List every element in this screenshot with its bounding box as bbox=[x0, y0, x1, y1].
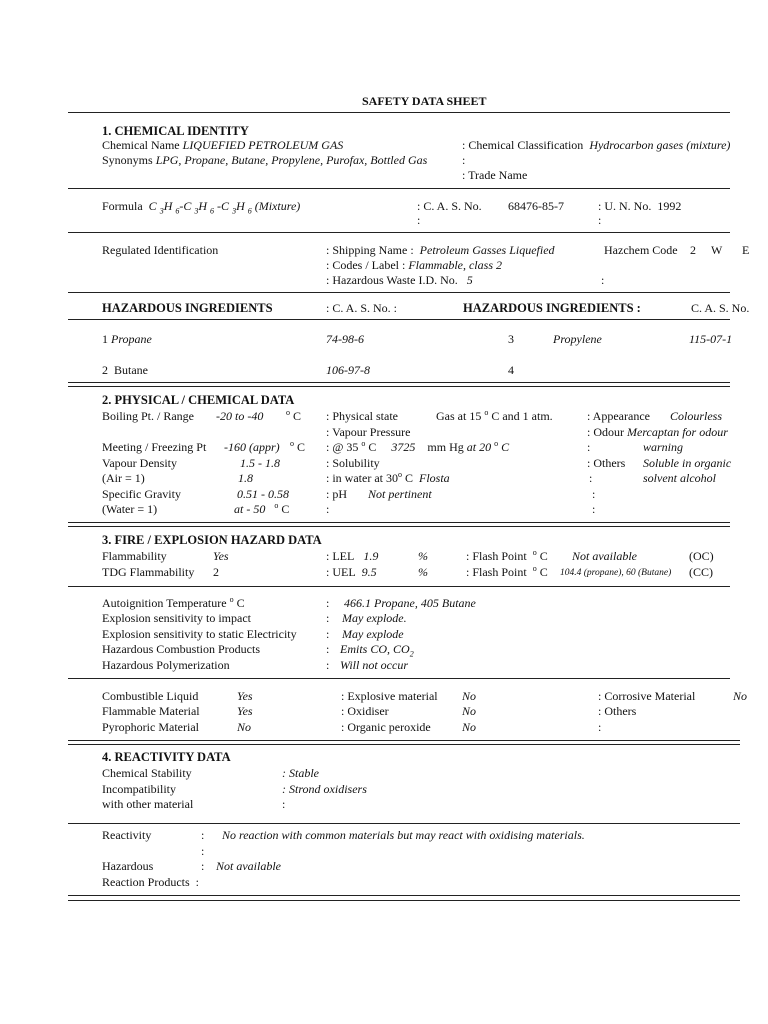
others-label: : Others bbox=[598, 704, 637, 718]
air-label: (Air = 1) bbox=[102, 471, 145, 485]
ingredient-cas: 106-97-8 bbox=[326, 363, 370, 377]
uel-field bbox=[326, 565, 377, 579]
ph-label: : pH bbox=[326, 487, 347, 501]
formula-field bbox=[102, 199, 301, 216]
synonyms-colon: : bbox=[462, 153, 466, 167]
ingredient-name: Butane bbox=[114, 363, 148, 377]
flammable-material-label: Flammable Material bbox=[102, 704, 200, 718]
static-value: May explode bbox=[342, 627, 404, 641]
waste-colon: : bbox=[601, 273, 605, 287]
hazchem-value-w: W bbox=[711, 243, 723, 257]
synonyms-value: LPG, Propane, Butane, Propylene, Purofax, Bottled Gas bbox=[155, 153, 428, 167]
ingredient-name: Propylene bbox=[553, 332, 602, 346]
tdg-value: 2 bbox=[213, 565, 219, 579]
flammable-material-value: Yes bbox=[237, 704, 253, 718]
pyrophoric-value: No bbox=[237, 720, 252, 734]
codes-label: : Codes / Label : bbox=[326, 258, 406, 272]
others-value: Soluble in organic bbox=[643, 456, 732, 470]
colon: : bbox=[201, 828, 205, 842]
oxidiser-label: : Oxidiser bbox=[341, 704, 389, 718]
synonyms-field bbox=[102, 153, 427, 167]
trade-name-label: : Trade Name bbox=[462, 168, 528, 182]
cc-label: (CC) bbox=[689, 565, 713, 579]
melting-unit: $^o$ C bbox=[290, 439, 306, 454]
colon: : bbox=[326, 642, 330, 656]
divider bbox=[68, 823, 740, 824]
water-label: (Water = 1) bbox=[102, 502, 158, 516]
ingredient-cas: 115-07-1 bbox=[689, 332, 733, 346]
divider bbox=[68, 522, 730, 523]
uel-unit: % bbox=[418, 565, 428, 579]
stability-value: : Stable bbox=[282, 766, 319, 780]
boiling-unit: $^o$ C bbox=[286, 408, 302, 423]
shipping-field bbox=[326, 243, 555, 257]
uel-label: : UEL bbox=[326, 565, 356, 579]
flammability-label: Flammability bbox=[102, 549, 167, 563]
air-value: 1.8 bbox=[238, 471, 253, 485]
cas-value: 68476-85-7 bbox=[508, 199, 564, 213]
ph-field bbox=[326, 487, 432, 501]
un-colon: : bbox=[598, 213, 602, 227]
classification-label: : Chemical Classification bbox=[462, 138, 584, 152]
uel-value: 9.5 bbox=[361, 565, 377, 579]
ingredient-number: 4 bbox=[508, 363, 514, 377]
codes-field bbox=[326, 258, 502, 272]
ingredients-cas-heading-right: C. A. S. No. bbox=[691, 301, 750, 315]
ingredient-number: 3 bbox=[508, 332, 514, 346]
hazchem-value-e: E bbox=[742, 243, 750, 257]
oxidiser-value: No bbox=[462, 704, 477, 718]
explosive-label: : Explosive material bbox=[341, 689, 438, 703]
flash-point-label: : Flash Point $^o$ C bbox=[466, 548, 548, 563]
divider bbox=[68, 678, 730, 679]
others-label: : Others bbox=[587, 456, 626, 470]
odour-value: Mercaptan for odour bbox=[627, 425, 728, 439]
un-label: : U. N. No. bbox=[598, 199, 652, 213]
autoignition-label: Autoignition Temperature $^o$ C bbox=[102, 595, 245, 610]
others-colon: : bbox=[589, 471, 593, 485]
formula-value: C $_3$H $_6$-C $_3$H $_6$ -C $_3$H $_6$ (Mixture) bbox=[148, 199, 301, 216]
ingredient-name: Propane bbox=[111, 332, 152, 346]
colon: : bbox=[195, 875, 199, 889]
odour-field bbox=[587, 425, 728, 439]
corrosive-label: : Corrosive Material bbox=[598, 689, 696, 703]
lel-unit: % bbox=[418, 549, 428, 563]
divider bbox=[68, 744, 740, 745]
tdg-label: TDG Flammability bbox=[102, 565, 195, 579]
colon: : bbox=[326, 502, 330, 516]
colon: : bbox=[326, 611, 330, 625]
colon: : bbox=[201, 844, 205, 858]
impact-label: Explosion sensitivity to impact bbox=[102, 611, 251, 625]
combustible-liquid-value: Yes bbox=[237, 689, 253, 703]
shipping-label: : Shipping Name : bbox=[326, 243, 414, 257]
waste-label: : Hazardous Waste I.D. No. bbox=[326, 273, 458, 287]
hazchem-value-2: 2 bbox=[690, 243, 696, 257]
colon: : bbox=[326, 596, 330, 610]
divider bbox=[68, 740, 740, 741]
hazchem-label: Hazchem Code bbox=[604, 243, 678, 257]
shipping-value: Petroleum Gasses Liquefied bbox=[419, 243, 555, 257]
combustion-value: Emits CO, $CO_2$ bbox=[340, 642, 414, 659]
colon: : bbox=[592, 487, 596, 501]
pyrophoric-label: Pyrophoric Material bbox=[102, 720, 199, 734]
flash-point-label: : Flash Point $^o$ C bbox=[466, 564, 548, 579]
colon: : bbox=[326, 627, 330, 641]
reaction-products-label: Reaction Products bbox=[102, 875, 190, 889]
chemical-name-field bbox=[102, 138, 343, 152]
water-solubility: : in water at 30$^o$ C Flosta bbox=[326, 470, 450, 485]
combustion-label: Hazardous Combustion Products bbox=[102, 642, 260, 656]
reactivity-label: Reactivity bbox=[102, 828, 152, 842]
colon: : bbox=[592, 502, 596, 516]
peroxide-value: No bbox=[462, 720, 477, 734]
odour-label: : Odour bbox=[587, 425, 624, 439]
vapour-pressure-value: : @ 35 $^o$ C 3725 mm Hg at 20 $^o$ C bbox=[326, 439, 510, 454]
formula-label: Formula bbox=[102, 199, 143, 213]
divider bbox=[68, 188, 730, 189]
melting-value: -160 (appr) bbox=[224, 440, 280, 454]
divider bbox=[68, 292, 730, 293]
autoignition-value: 466.1 Propane, 405 Butane bbox=[344, 596, 476, 610]
odour-colon: : bbox=[587, 440, 591, 454]
appearance-value: Colourless bbox=[670, 409, 723, 423]
divider bbox=[68, 386, 730, 387]
explosive-value: No bbox=[462, 689, 477, 703]
specific-gravity-value: 0.51 - 0.58 bbox=[237, 487, 289, 501]
lel-label: : LEL bbox=[326, 549, 355, 563]
corrosive-value: No bbox=[733, 689, 748, 703]
divider bbox=[68, 382, 730, 383]
divider bbox=[68, 900, 740, 901]
cas-colon: : bbox=[417, 213, 421, 227]
vapour-density-label: Vapour Density bbox=[102, 456, 177, 470]
water-temperature: at - 50 $^o$ C bbox=[234, 501, 290, 516]
combustible-liquid-label: Combustible Liquid bbox=[102, 689, 199, 703]
hazardous-label: Hazardous bbox=[102, 859, 154, 873]
physical-state-value: Gas at 15 $^o$ C and 1 atm. bbox=[436, 408, 553, 423]
solubility-label: : Solubility bbox=[326, 456, 380, 470]
peroxide-label: : Organic peroxide bbox=[341, 720, 431, 734]
ingredients-heading-right: HAZARDOUS INGREDIENTS : bbox=[463, 301, 641, 315]
codes-value: Flammable, class 2 bbox=[408, 258, 502, 272]
section-3-heading: 3. FIRE / EXPLOSION HAZARD DATA bbox=[102, 533, 322, 547]
colon: : bbox=[326, 658, 330, 672]
cas-label: : C. A. S. No. bbox=[417, 199, 482, 213]
section-1-heading: 1. CHEMICAL IDENTITY bbox=[102, 124, 249, 138]
divider bbox=[68, 895, 740, 896]
lel-value: 1.9 bbox=[363, 549, 379, 563]
melting-label: Meeting / Freezing Pt bbox=[102, 440, 207, 454]
document-title: SAFETY DATA SHEET bbox=[362, 94, 487, 108]
un-field bbox=[598, 199, 681, 213]
boiling-value: -20 to -40 bbox=[216, 409, 264, 423]
chemical-name-label: Chemical Name bbox=[102, 138, 180, 152]
reactivity-value: No reaction with common materials but may react with oxidising materials. bbox=[222, 828, 585, 842]
ingredient-number: 2 bbox=[102, 363, 108, 377]
flash-point-open-cup: Not available bbox=[572, 549, 637, 563]
odour-warning: warning bbox=[643, 440, 684, 454]
physical-state-label: : Physical state bbox=[326, 409, 398, 423]
colon: : bbox=[201, 859, 205, 873]
divider bbox=[68, 586, 730, 587]
section-2-heading: 2. PHYSICAL / CHEMICAL DATA bbox=[102, 393, 295, 407]
colon: : bbox=[282, 797, 286, 811]
classification-value: Hydrocarbon gases (mixture) bbox=[589, 138, 731, 152]
classification-field bbox=[462, 138, 730, 152]
stability-label: Chemical Stability bbox=[102, 766, 192, 780]
static-label: Explosion sensitivity to static Electricity bbox=[102, 627, 297, 641]
divider bbox=[68, 232, 730, 233]
ingredient-cas: 74-98-6 bbox=[326, 332, 364, 346]
ingredients-heading-left: HAZARDOUS INGREDIENTS bbox=[102, 301, 273, 315]
divider bbox=[68, 112, 730, 113]
ingredient-row bbox=[102, 332, 152, 346]
appearance-label: : Appearance bbox=[587, 409, 650, 423]
lel-field bbox=[326, 549, 378, 563]
polymerization-label: Hazardous Polymerization bbox=[102, 658, 230, 672]
colon: : bbox=[598, 720, 602, 734]
boiling-label: Boiling Pt. / Range bbox=[102, 409, 195, 423]
waste-field bbox=[326, 273, 473, 287]
incompatibility-label: Incompatibility bbox=[102, 782, 176, 796]
incompatibility-value: : Strond oxidisers bbox=[282, 782, 367, 796]
vapour-pressure-label: : Vapour Pressure bbox=[326, 425, 411, 439]
others-solvent: solvent alcohol bbox=[643, 471, 716, 485]
regulated-id-label: Regulated Identification bbox=[102, 243, 219, 257]
chemical-name-value: LIQUEFIED PETROLEUM GAS bbox=[182, 138, 344, 152]
flash-point-closed-cup: 104.4 (propane), 60 (Butane) bbox=[560, 568, 672, 578]
divider bbox=[68, 526, 730, 527]
specific-gravity-label: Specific Gravity bbox=[102, 487, 181, 501]
synonyms-label: Synonyms bbox=[102, 153, 153, 167]
ph-value: Not pertinent bbox=[368, 487, 432, 501]
flammability-value: Yes bbox=[213, 549, 229, 563]
hazardous-value: Not available bbox=[216, 859, 281, 873]
divider bbox=[68, 319, 730, 320]
ingredient-row bbox=[102, 363, 148, 377]
polymerization-value: Will not occur bbox=[340, 658, 408, 672]
reaction-products-field bbox=[102, 875, 199, 889]
impact-value: May explode. bbox=[342, 611, 407, 625]
waste-value: 5 bbox=[466, 273, 473, 287]
vapour-density-value: 1.5 - 1.8 bbox=[240, 456, 280, 470]
un-value: 1992 bbox=[657, 199, 682, 213]
section-4-heading: 4. REACTIVITY DATA bbox=[102, 750, 231, 764]
ingredient-number: 1 bbox=[102, 332, 108, 346]
oc-label: (OC) bbox=[689, 549, 714, 563]
with-other-material-label: with other material bbox=[102, 797, 194, 811]
ingredients-cas-heading-left: : C. A. S. No. : bbox=[326, 301, 398, 315]
